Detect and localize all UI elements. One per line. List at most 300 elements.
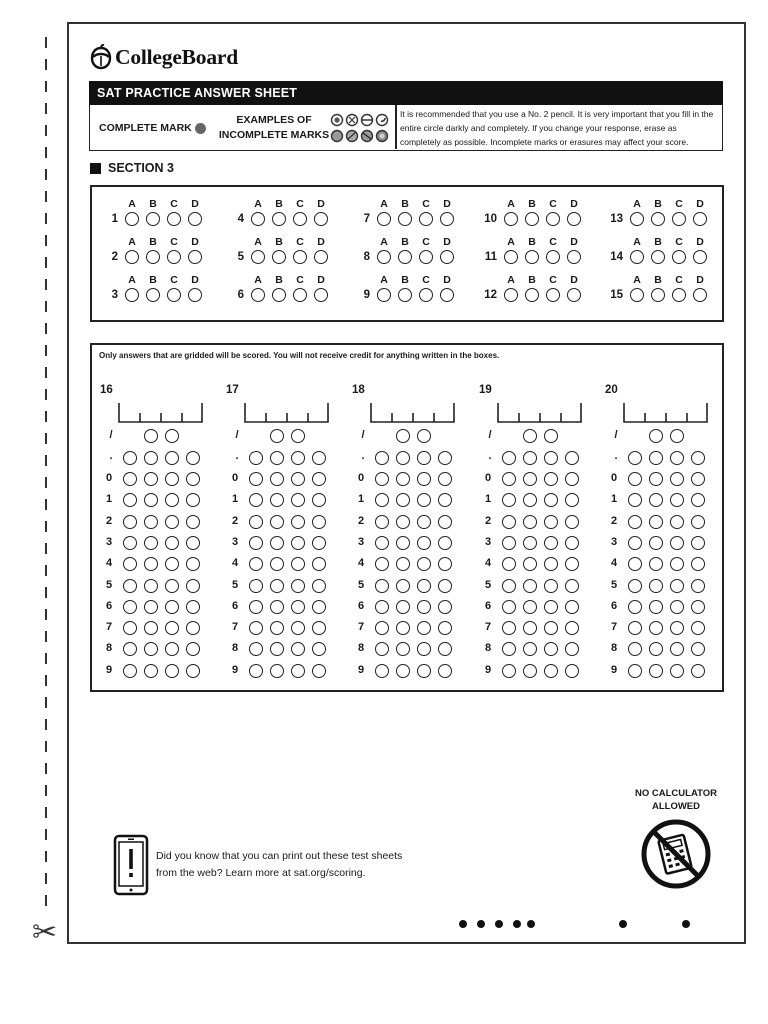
digit-bubble[interactable]	[396, 642, 410, 656]
digit-bubble[interactable]	[628, 642, 642, 656]
digit-bubble[interactable]	[691, 600, 705, 614]
digit-bubble[interactable]	[144, 493, 158, 507]
decimal-bubble[interactable]	[691, 451, 705, 465]
answer-bubble[interactable]	[314, 288, 328, 302]
answer-bubble[interactable]	[693, 212, 707, 226]
answer-bubble[interactable]	[672, 288, 686, 302]
decimal-bubble[interactable]	[544, 451, 558, 465]
digit-bubble[interactable]	[291, 472, 305, 486]
digit-bubble[interactable]	[417, 579, 431, 593]
digit-bubble[interactable]	[691, 493, 705, 507]
decimal-bubble[interactable]	[186, 451, 200, 465]
digit-bubble[interactable]	[438, 472, 452, 486]
digit-bubble[interactable]	[249, 621, 263, 635]
digit-bubble[interactable]	[502, 600, 516, 614]
digit-bubble[interactable]	[417, 536, 431, 550]
digit-bubble[interactable]	[565, 515, 579, 529]
digit-bubble[interactable]	[165, 493, 179, 507]
digit-bubble[interactable]	[375, 664, 389, 678]
answer-bubble[interactable]	[672, 212, 686, 226]
digit-bubble[interactable]	[396, 493, 410, 507]
digit-bubble[interactable]	[165, 515, 179, 529]
digit-bubble[interactable]	[670, 579, 684, 593]
answer-bubble[interactable]	[314, 250, 328, 264]
fraction-bubble[interactable]	[417, 429, 431, 443]
digit-bubble[interactable]	[123, 536, 137, 550]
answer-bubble[interactable]	[419, 288, 433, 302]
digit-bubble[interactable]	[375, 536, 389, 550]
decimal-bubble[interactable]	[649, 451, 663, 465]
answer-bubble[interactable]	[504, 250, 518, 264]
digit-bubble[interactable]	[270, 579, 284, 593]
decimal-bubble[interactable]	[375, 451, 389, 465]
digit-bubble[interactable]	[186, 621, 200, 635]
decimal-bubble[interactable]	[165, 451, 179, 465]
digit-bubble[interactable]	[375, 642, 389, 656]
digit-bubble[interactable]	[628, 621, 642, 635]
answer-write-boxes[interactable]	[368, 401, 458, 425]
digit-bubble[interactable]	[523, 493, 537, 507]
digit-bubble[interactable]	[144, 621, 158, 635]
digit-bubble[interactable]	[502, 621, 516, 635]
digit-bubble[interactable]	[270, 472, 284, 486]
decimal-bubble[interactable]	[312, 451, 326, 465]
answer-write-boxes[interactable]	[116, 401, 206, 425]
digit-bubble[interactable]	[438, 493, 452, 507]
fraction-bubble[interactable]	[544, 429, 558, 443]
digit-bubble[interactable]	[186, 579, 200, 593]
digit-bubble[interactable]	[375, 557, 389, 571]
digit-bubble[interactable]	[438, 536, 452, 550]
digit-bubble[interactable]	[544, 493, 558, 507]
digit-bubble[interactable]	[523, 515, 537, 529]
answer-bubble[interactable]	[398, 288, 412, 302]
digit-bubble[interactable]	[649, 472, 663, 486]
digit-bubble[interactable]	[502, 557, 516, 571]
answer-bubble[interactable]	[146, 212, 160, 226]
decimal-bubble[interactable]	[438, 451, 452, 465]
digit-bubble[interactable]	[123, 493, 137, 507]
digit-bubble[interactable]	[165, 600, 179, 614]
answer-write-boxes[interactable]	[242, 401, 332, 425]
answer-bubble[interactable]	[293, 288, 307, 302]
digit-bubble[interactable]	[628, 579, 642, 593]
answer-bubble[interactable]	[398, 212, 412, 226]
digit-bubble[interactable]	[523, 621, 537, 635]
digit-bubble[interactable]	[165, 536, 179, 550]
digit-bubble[interactable]	[565, 600, 579, 614]
digit-bubble[interactable]	[670, 472, 684, 486]
digit-bubble[interactable]	[312, 579, 326, 593]
fraction-bubble[interactable]	[396, 429, 410, 443]
decimal-bubble[interactable]	[417, 451, 431, 465]
digit-bubble[interactable]	[649, 621, 663, 635]
digit-bubble[interactable]	[312, 642, 326, 656]
answer-bubble[interactable]	[293, 250, 307, 264]
answer-bubble[interactable]	[651, 288, 665, 302]
decimal-bubble[interactable]	[502, 451, 516, 465]
digit-bubble[interactable]	[438, 515, 452, 529]
fraction-bubble[interactable]	[291, 429, 305, 443]
answer-bubble[interactable]	[251, 212, 265, 226]
digit-bubble[interactable]	[628, 664, 642, 678]
digit-bubble[interactable]	[312, 664, 326, 678]
answer-bubble[interactable]	[167, 250, 181, 264]
digit-bubble[interactable]	[186, 472, 200, 486]
digit-bubble[interactable]	[312, 600, 326, 614]
digit-bubble[interactable]	[291, 493, 305, 507]
digit-bubble[interactable]	[565, 472, 579, 486]
digit-bubble[interactable]	[523, 557, 537, 571]
answer-bubble[interactable]	[567, 288, 581, 302]
answer-bubble[interactable]	[314, 212, 328, 226]
answer-bubble[interactable]	[377, 212, 391, 226]
digit-label: 1	[231, 493, 239, 505]
answer-bubble[interactable]	[272, 250, 286, 264]
digit-bubble[interactable]	[291, 664, 305, 678]
answer-bubble[interactable]	[125, 212, 139, 226]
answer-bubble[interactable]	[546, 212, 560, 226]
digit-bubble[interactable]	[249, 493, 263, 507]
answer-bubble[interactable]	[630, 250, 644, 264]
digit-bubble[interactable]	[291, 536, 305, 550]
digit-bubble[interactable]	[270, 642, 284, 656]
digit-bubble[interactable]	[396, 621, 410, 635]
digit-bubble[interactable]	[312, 536, 326, 550]
answer-bubble[interactable]	[377, 250, 391, 264]
digit-bubble[interactable]	[544, 579, 558, 593]
digit-bubble[interactable]	[417, 472, 431, 486]
digit-bubble[interactable]	[396, 579, 410, 593]
digit-bubble[interactable]	[375, 472, 389, 486]
digit-bubble[interactable]	[249, 515, 263, 529]
answer-bubble[interactable]	[167, 288, 181, 302]
digit-bubble[interactable]	[670, 515, 684, 529]
digit-bubble[interactable]	[628, 472, 642, 486]
digit-bubble[interactable]	[249, 579, 263, 593]
digit-bubble[interactable]	[375, 600, 389, 614]
digit-bubble[interactable]	[270, 536, 284, 550]
decimal-bubble[interactable]	[396, 451, 410, 465]
digit-bubble[interactable]	[186, 600, 200, 614]
digit-bubble[interactable]	[565, 621, 579, 635]
digit-bubble[interactable]	[628, 557, 642, 571]
answer-bubble[interactable]	[188, 212, 202, 226]
digit-bubble[interactable]	[417, 664, 431, 678]
digit-bubble[interactable]	[628, 600, 642, 614]
answer-bubble[interactable]	[651, 212, 665, 226]
digit-bubble[interactable]	[544, 642, 558, 656]
decimal-bubble[interactable]	[565, 451, 579, 465]
digit-bubble[interactable]	[123, 579, 137, 593]
digit-bubble[interactable]	[502, 515, 516, 529]
answer-bubble[interactable]	[525, 212, 539, 226]
digit-bubble[interactable]	[123, 664, 137, 678]
digit-bubble[interactable]	[270, 557, 284, 571]
digit-bubble[interactable]	[396, 557, 410, 571]
digit-bubble[interactable]	[270, 493, 284, 507]
digit-bubble[interactable]	[312, 621, 326, 635]
digit-bubble[interactable]	[312, 493, 326, 507]
digit-bubble[interactable]	[502, 664, 516, 678]
digit-bubble[interactable]	[144, 557, 158, 571]
digit-bubble[interactable]	[628, 515, 642, 529]
answer-bubble[interactable]	[419, 250, 433, 264]
digit-bubble[interactable]	[186, 493, 200, 507]
answer-bubble[interactable]	[567, 250, 581, 264]
fraction-bubble[interactable]	[165, 429, 179, 443]
answer-bubble[interactable]	[440, 250, 454, 264]
digit-bubble[interactable]	[417, 515, 431, 529]
digit-bubble[interactable]	[249, 664, 263, 678]
digit-bubble[interactable]	[670, 642, 684, 656]
answer-bubble[interactable]	[188, 250, 202, 264]
digit-bubble[interactable]	[417, 642, 431, 656]
digit-bubble[interactable]	[165, 579, 179, 593]
digit-bubble[interactable]	[375, 493, 389, 507]
digit-bubble[interactable]	[249, 472, 263, 486]
digit-bubble[interactable]	[123, 515, 137, 529]
answer-write-boxes[interactable]	[621, 401, 711, 425]
decimal-bubble[interactable]	[523, 451, 537, 465]
digit-bubble[interactable]	[417, 621, 431, 635]
digit-bubble[interactable]	[670, 600, 684, 614]
answer-bubble[interactable]	[630, 288, 644, 302]
digit-bubble[interactable]	[291, 621, 305, 635]
answer-bubble[interactable]	[398, 250, 412, 264]
digit-bubble[interactable]	[438, 557, 452, 571]
digit-bubble[interactable]	[544, 621, 558, 635]
answer-bubble[interactable]	[293, 212, 307, 226]
decimal-bubble[interactable]	[670, 451, 684, 465]
answer-bubble[interactable]	[125, 288, 139, 302]
fraction-bubble[interactable]	[523, 429, 537, 443]
digit-bubble[interactable]	[312, 472, 326, 486]
answer-bubble[interactable]	[272, 212, 286, 226]
digit-bubble[interactable]	[165, 472, 179, 486]
decimal-bubble[interactable]	[270, 451, 284, 465]
digit-bubble[interactable]	[144, 642, 158, 656]
digit-bubble[interactable]	[691, 621, 705, 635]
digit-bubble[interactable]	[565, 642, 579, 656]
digit-bubble[interactable]	[670, 536, 684, 550]
digit-bubble[interactable]	[565, 579, 579, 593]
digit-bubble[interactable]	[691, 579, 705, 593]
digit-bubble[interactable]	[270, 664, 284, 678]
digit-bubble[interactable]	[544, 557, 558, 571]
digit-bubble[interactable]	[544, 536, 558, 550]
digit-bubble[interactable]	[523, 472, 537, 486]
digit-bubble[interactable]	[270, 515, 284, 529]
digit-bubble[interactable]	[291, 579, 305, 593]
digit-bubble[interactable]	[186, 536, 200, 550]
answer-bubble[interactable]	[167, 212, 181, 226]
digit-bubble[interactable]	[270, 600, 284, 614]
digit-bubble[interactable]	[396, 664, 410, 678]
digit-label: 7	[610, 621, 618, 633]
fraction-bubble[interactable]	[670, 429, 684, 443]
digit-bubble[interactable]	[691, 536, 705, 550]
digit-bubble[interactable]	[649, 493, 663, 507]
digit-bubble[interactable]	[312, 515, 326, 529]
digit-bubble[interactable]	[186, 642, 200, 656]
digit-bubble[interactable]	[649, 600, 663, 614]
digit-bubble[interactable]	[396, 536, 410, 550]
answer-bubble[interactable]	[272, 288, 286, 302]
answer-bubble[interactable]	[125, 250, 139, 264]
digit-bubble[interactable]	[502, 642, 516, 656]
digit-bubble[interactable]	[544, 515, 558, 529]
digit-bubble[interactable]	[144, 536, 158, 550]
digit-bubble[interactable]	[417, 600, 431, 614]
digit-bubble[interactable]	[502, 536, 516, 550]
digit-bubble[interactable]	[649, 557, 663, 571]
digit-bubble[interactable]	[375, 579, 389, 593]
digit-bubble[interactable]	[438, 600, 452, 614]
digit-bubble[interactable]	[123, 642, 137, 656]
fraction-bubble[interactable]	[649, 429, 663, 443]
digit-bubble[interactable]	[649, 642, 663, 656]
digit-bubble[interactable]	[375, 515, 389, 529]
digit-bubble[interactable]	[144, 664, 158, 678]
digit-bubble[interactable]	[123, 621, 137, 635]
digit-bubble[interactable]	[544, 600, 558, 614]
digit-bubble[interactable]	[165, 642, 179, 656]
digit-bubble[interactable]	[523, 579, 537, 593]
answer-bubble[interactable]	[146, 250, 160, 264]
digit-bubble[interactable]	[123, 600, 137, 614]
digit-bubble[interactable]	[523, 600, 537, 614]
digit-bubble[interactable]	[438, 621, 452, 635]
digit-bubble[interactable]	[691, 664, 705, 678]
digit-bubble[interactable]	[523, 642, 537, 656]
answer-bubble[interactable]	[504, 288, 518, 302]
answer-bubble[interactable]	[440, 212, 454, 226]
digit-bubble[interactable]	[544, 472, 558, 486]
digit-bubble[interactable]	[249, 600, 263, 614]
digit-label: 5	[610, 579, 618, 591]
answer-bubble[interactable]	[567, 212, 581, 226]
digit-bubble[interactable]	[165, 621, 179, 635]
answer-bubble[interactable]	[377, 288, 391, 302]
decimal-bubble[interactable]	[123, 451, 137, 465]
digit-bubble[interactable]	[544, 664, 558, 678]
answer-bubble[interactable]	[419, 212, 433, 226]
digit-bubble[interactable]	[502, 579, 516, 593]
digit-bubble[interactable]	[649, 515, 663, 529]
digit-bubble[interactable]	[670, 557, 684, 571]
digit-bubble[interactable]	[375, 621, 389, 635]
answer-bubble[interactable]	[188, 288, 202, 302]
digit-bubble[interactable]	[628, 493, 642, 507]
digit-bubble[interactable]	[312, 557, 326, 571]
digit-bubble[interactable]	[691, 557, 705, 571]
answer-bubble[interactable]	[525, 288, 539, 302]
answer-bubble[interactable]	[651, 250, 665, 264]
digit-bubble[interactable]	[670, 621, 684, 635]
digit-bubble[interactable]	[565, 557, 579, 571]
answer-bubble[interactable]	[546, 250, 560, 264]
digit-bubble[interactable]	[649, 664, 663, 678]
answer-bubble[interactable]	[546, 288, 560, 302]
digit-bubble[interactable]	[396, 515, 410, 529]
digit-bubble[interactable]	[291, 557, 305, 571]
cut-line-dash	[45, 103, 47, 114]
digit-bubble[interactable]	[502, 472, 516, 486]
digit-bubble[interactable]	[291, 515, 305, 529]
answer-bubble[interactable]	[672, 250, 686, 264]
digit-bubble[interactable]	[396, 600, 410, 614]
digit-bubble[interactable]	[649, 536, 663, 550]
digit-bubble[interactable]	[144, 579, 158, 593]
digit-bubble[interactable]	[165, 557, 179, 571]
digit-bubble[interactable]	[438, 664, 452, 678]
digit-bubble[interactable]	[249, 642, 263, 656]
digit-bubble[interactable]	[670, 493, 684, 507]
digit-bubble[interactable]	[144, 600, 158, 614]
digit-bubble[interactable]	[670, 664, 684, 678]
answer-bubble[interactable]	[693, 250, 707, 264]
digit-bubble[interactable]	[249, 557, 263, 571]
answer-bubble[interactable]	[630, 212, 644, 226]
digit-bubble[interactable]	[186, 515, 200, 529]
digit-bubble[interactable]	[523, 664, 537, 678]
digit-bubble[interactable]	[628, 536, 642, 550]
digit-bubble[interactable]	[144, 472, 158, 486]
digit-bubble[interactable]	[186, 557, 200, 571]
decimal-bubble[interactable]	[249, 451, 263, 465]
digit-bubble[interactable]	[523, 536, 537, 550]
digit-bubble[interactable]	[144, 515, 158, 529]
digit-bubble[interactable]	[291, 600, 305, 614]
digit-bubble[interactable]	[123, 557, 137, 571]
decimal-bubble[interactable]	[628, 451, 642, 465]
digit-bubble[interactable]	[502, 493, 516, 507]
decimal-bubble[interactable]	[144, 451, 158, 465]
digit-bubble[interactable]	[691, 642, 705, 656]
digit-bubble[interactable]	[438, 642, 452, 656]
digit-bubble[interactable]	[565, 664, 579, 678]
digit-bubble[interactable]	[691, 472, 705, 486]
digit-bubble[interactable]	[291, 642, 305, 656]
digit-bubble[interactable]	[565, 493, 579, 507]
digit-bubble[interactable]	[565, 536, 579, 550]
digit-bubble[interactable]	[438, 579, 452, 593]
answer-bubble[interactable]	[251, 288, 265, 302]
answer-write-boxes[interactable]	[495, 401, 585, 425]
answer-bubble[interactable]	[504, 212, 518, 226]
digit-bubble[interactable]	[165, 664, 179, 678]
digit-bubble[interactable]	[417, 493, 431, 507]
fraction-bubble[interactable]	[270, 429, 284, 443]
answer-bubble[interactable]	[693, 288, 707, 302]
answer-bubble[interactable]	[525, 250, 539, 264]
decimal-bubble[interactable]	[291, 451, 305, 465]
digit-bubble[interactable]	[691, 515, 705, 529]
fraction-bubble[interactable]	[144, 429, 158, 443]
digit-bubble[interactable]	[123, 472, 137, 486]
answer-bubble[interactable]	[251, 250, 265, 264]
digit-bubble[interactable]	[649, 579, 663, 593]
answer-bubble[interactable]	[146, 288, 160, 302]
digit-bubble[interactable]	[186, 664, 200, 678]
digit-bubble[interactable]	[270, 621, 284, 635]
cut-line-dash	[45, 763, 47, 774]
digit-bubble[interactable]	[417, 557, 431, 571]
digit-bubble[interactable]	[249, 536, 263, 550]
answer-bubble[interactable]	[440, 288, 454, 302]
digit-bubble[interactable]	[396, 472, 410, 486]
